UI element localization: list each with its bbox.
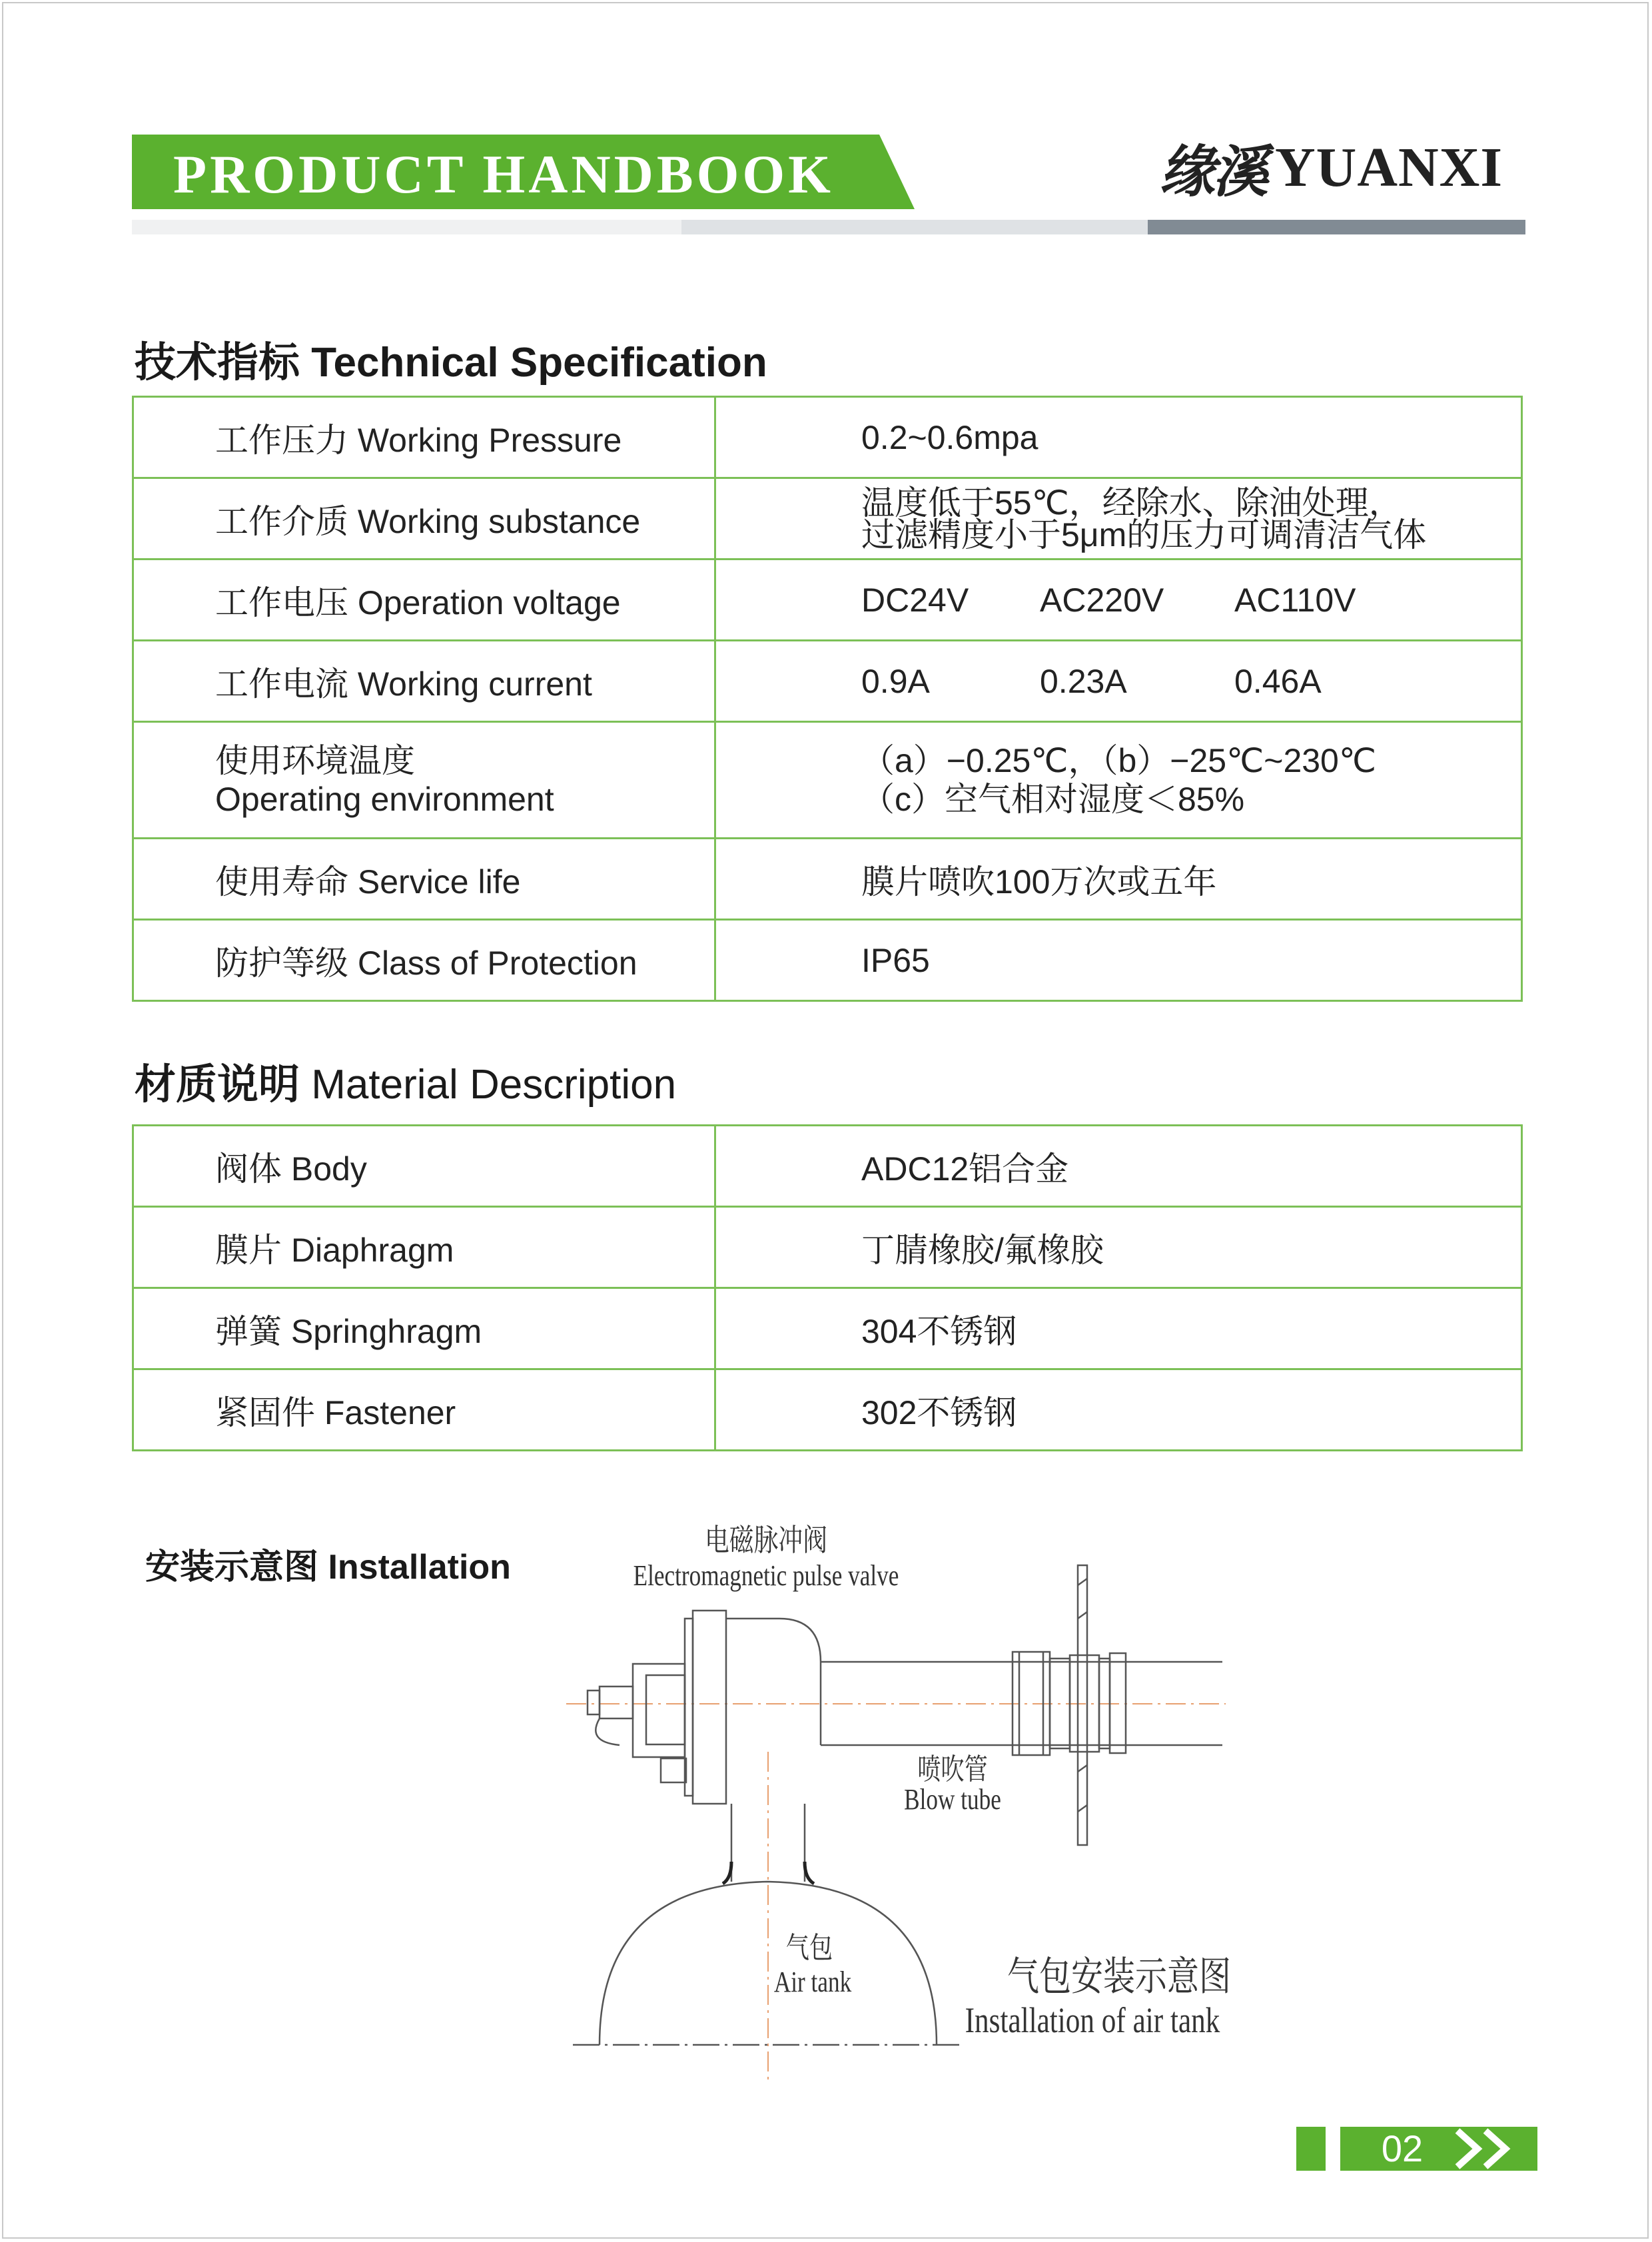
- spec-value: [715, 722, 1522, 839]
- caption-cn: 气包安装示意图: [1007, 1955, 1231, 1999]
- table-row: [133, 478, 1522, 560]
- material-value: 丁腈橡胶/氟橡胶: [715, 1207, 1522, 1288]
- spec-heading-en: Technical Specification: [311, 340, 767, 386]
- header-rule-light: [132, 220, 681, 234]
- table-row: [133, 1126, 1522, 1207]
- header-rule-mid: [681, 220, 1148, 234]
- table-row: [133, 920, 1522, 1001]
- table-row: [133, 641, 1522, 722]
- material-value: 304不锈钢: [715, 1288, 1522, 1369]
- header-rule-dark: [1148, 220, 1525, 234]
- spec-value-line: 温度低于55℃，经除水、除油处理，: [861, 484, 1402, 522]
- table-row: [133, 1288, 1522, 1369]
- table-row: [133, 1369, 1522, 1451]
- spec-heading: [135, 329, 767, 388]
- material-label: 膜片 Diaphragm: [133, 1207, 715, 1288]
- material-heading-en: Material Description: [311, 1062, 677, 1108]
- header-title: PRODUCT HANDBOOK: [173, 144, 834, 204]
- valve-label-cn: 电磁脉冲阀: [705, 1523, 827, 1557]
- spec-label-line: Operating environment: [215, 781, 554, 818]
- tube-label-en: Blow tube: [904, 1783, 1001, 1816]
- spec-label-line: 使用环境温度: [215, 742, 415, 779]
- spec-value: IP65: [715, 920, 1522, 1001]
- installation-diagram: [560, 1512, 1292, 2085]
- brand-logo-en: YUANXI: [1275, 136, 1503, 198]
- spec-label: 工作介质 Working substance: [133, 478, 715, 560]
- spec-value-line: 过滤精度小于5μm的压力可调清洁气体: [861, 516, 1427, 554]
- material-value: 302不锈钢: [715, 1369, 1522, 1451]
- spec-label: [133, 722, 715, 839]
- tank-label-cn: 气包: [785, 1932, 833, 1964]
- spec-value: [715, 641, 1522, 722]
- spec-table: [132, 396, 1523, 1002]
- material-label: 阀体 Body: [133, 1126, 715, 1207]
- spec-label: 防护等级 Class of Protection: [133, 920, 715, 1001]
- spec-value: [715, 478, 1522, 560]
- chevron-right-icon: [1444, 2127, 1537, 2171]
- table-row: [133, 839, 1522, 920]
- page-number: 02: [1381, 2127, 1424, 2169]
- voltage-ac110: AC110V: [1234, 581, 1356, 619]
- material-heading: [135, 1051, 676, 1110]
- table-row: [133, 397, 1522, 478]
- voltage-dc24: DC24V: [861, 581, 969, 619]
- spec-value: [715, 560, 1522, 641]
- spec-label: 工作电压 Operation voltage: [133, 560, 715, 641]
- current-dc24: 0.9A: [861, 662, 930, 700]
- spec-label: 工作压力 Working Pressure: [133, 397, 715, 478]
- table-row: [133, 1207, 1522, 1288]
- spec-value: 0.2~0.6mpa: [715, 397, 1522, 478]
- caption-en: Installation of air tank: [965, 2000, 1220, 2040]
- current-ac220: 0.23A: [1040, 662, 1127, 700]
- voltage-ac220: AC220V: [1040, 581, 1164, 619]
- spec-label: 工作电流 Working current: [133, 641, 715, 722]
- tank-label-en: Air tank: [773, 1966, 852, 1998]
- material-label: 弹簧 Springhragm: [133, 1288, 715, 1369]
- table-row: [133, 722, 1522, 839]
- spec-label: 使用寿命 Service life: [133, 839, 715, 920]
- valve-label-en: Electromagnetic pulse valve: [633, 1559, 899, 1592]
- material-heading-cn: 材质说明: [135, 1062, 300, 1108]
- page-number-block: [1296, 2127, 1326, 2171]
- material-label: 紧固件 Fastener: [133, 1369, 715, 1451]
- tube-label-cn: 喷吹管: [917, 1753, 988, 1786]
- table-row: [133, 560, 1522, 641]
- installation-heading: 安装示意图 Installation: [145, 1548, 511, 1587]
- brand-logo-cn: 缘溪: [1159, 138, 1266, 204]
- spec-heading-cn: 技术指标: [135, 340, 300, 386]
- material-value: ADC12铝合金: [715, 1126, 1522, 1207]
- spec-value-line: （c）空气相对湿度＜85%: [861, 781, 1245, 818]
- current-ac110: 0.46A: [1234, 662, 1322, 700]
- material-table: [132, 1124, 1523, 1451]
- spec-value-line: （a）−0.25℃，（b）−25℃~230℃: [861, 742, 1377, 779]
- spec-value: 膜片喷吹100万次或五年: [715, 839, 1522, 920]
- brand-logo: [1159, 131, 1503, 204]
